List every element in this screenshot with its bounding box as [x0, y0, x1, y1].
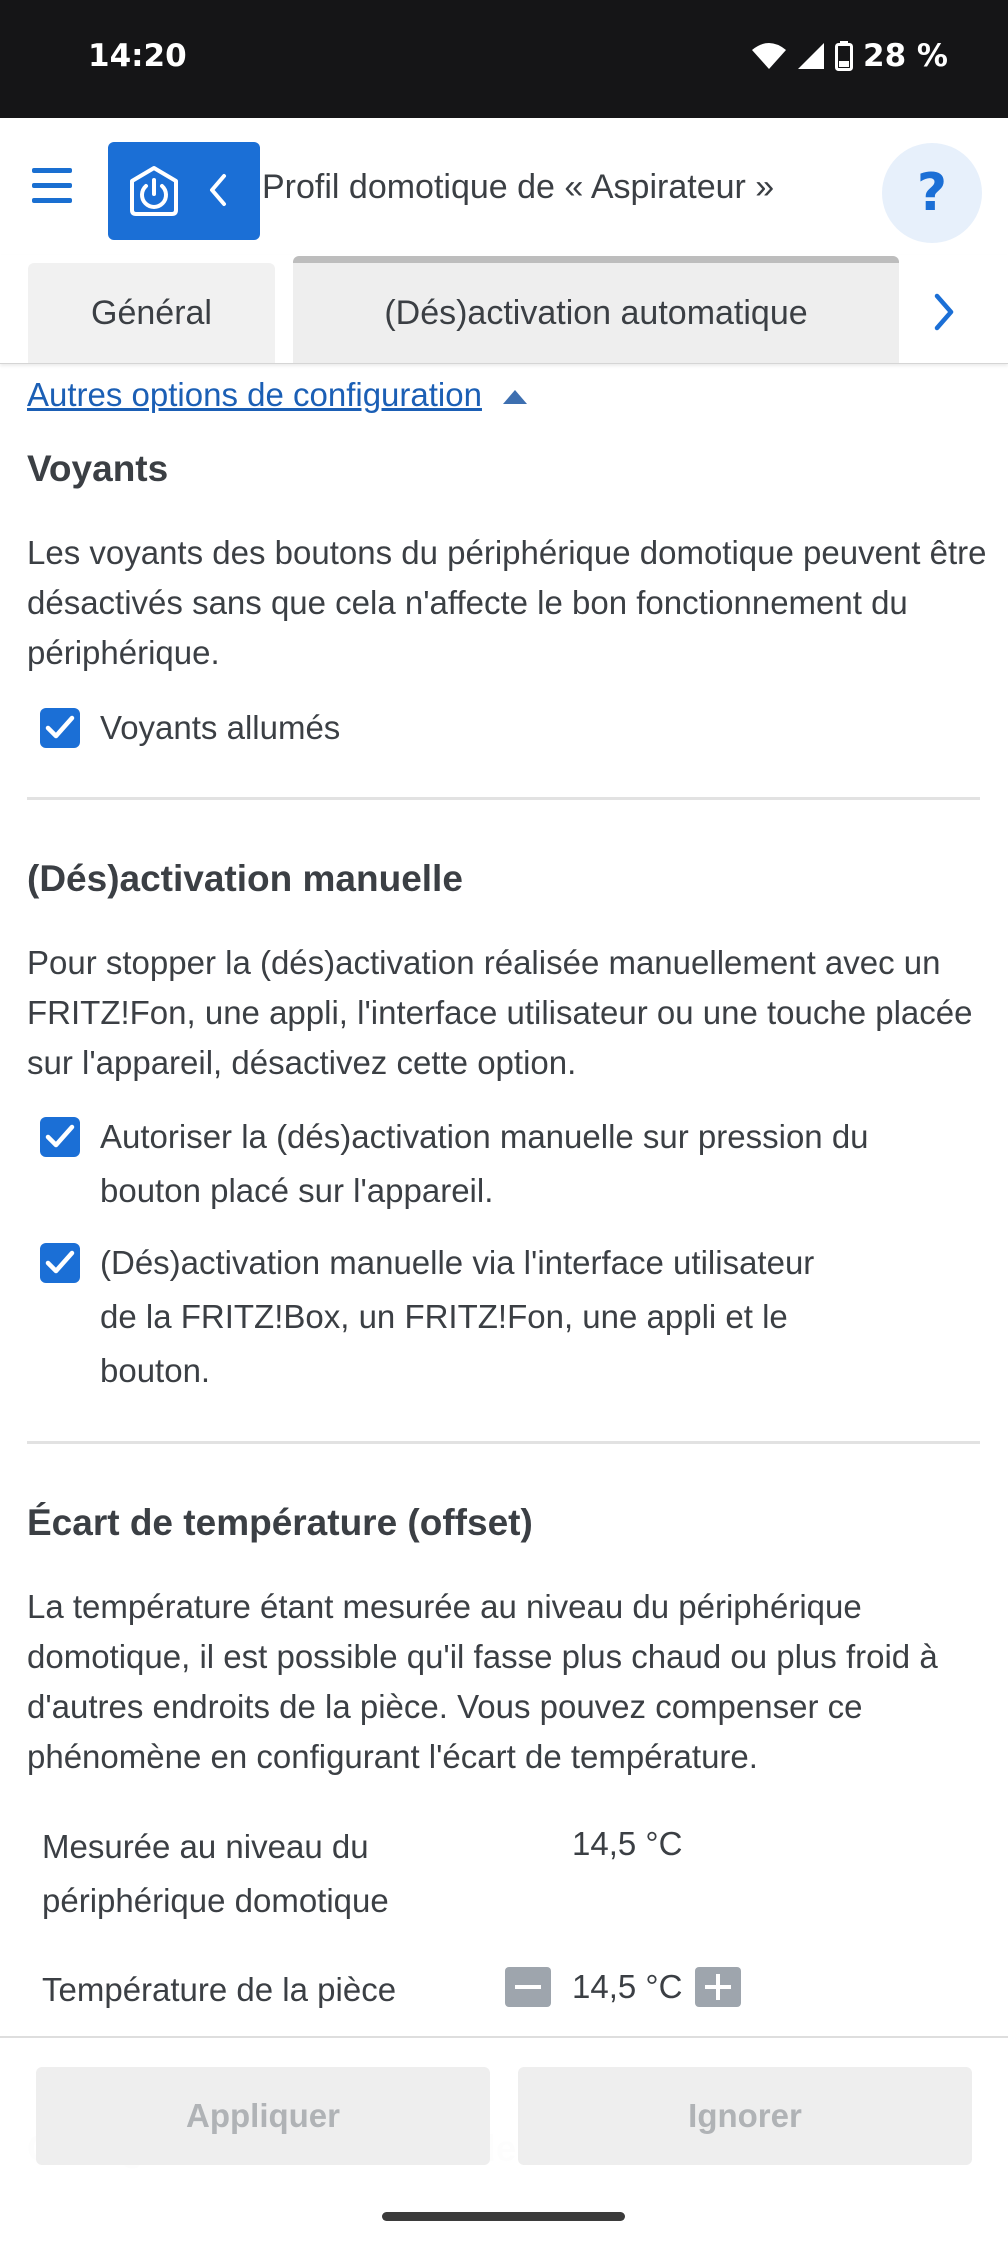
measured-value: 14,5 °C [572, 1825, 683, 1862]
checkmark-icon [44, 713, 76, 743]
manual-ui-label-line2[interactable]: de la FRITZ!Box, un FRITZ!Fon, une appli et le [100, 1298, 788, 1335]
minus-icon [515, 1985, 541, 1989]
status-bar [0, 0, 1008, 118]
collapse-triangle-icon[interactable] [503, 390, 527, 404]
back-button[interactable] [108, 142, 260, 240]
checkmark-icon [44, 1122, 76, 1152]
leds-description: Les voyants des boutons du périphérique domotique peuvent être désactivés sans que cela n'affecte le bon fonctionnement du périphérique. [27, 534, 987, 671]
room-temperature-label: Température de la pièce [42, 1971, 397, 2008]
tab-general[interactable]: Général [28, 263, 275, 363]
help-button[interactable]: ? [882, 143, 982, 243]
manual-button-checkbox[interactable] [40, 1117, 80, 1157]
leds-checkbox-label[interactable]: Voyants allumés [100, 709, 341, 746]
battery-percent: 28 % [863, 38, 948, 74]
chevron-left-icon [206, 172, 230, 212]
manual-button-label-line2[interactable]: bouton placé sur l'appareil. [100, 1172, 494, 1209]
ignore-button[interactable]: Ignorer [518, 2067, 972, 2165]
wifi-icon [751, 42, 787, 70]
manual-ui-checkbox[interactable] [40, 1243, 80, 1283]
chevron-right-icon[interactable] [930, 290, 958, 338]
offset-description: La température étant mesurée au niveau du périphérique domotique, il est possible qu'il fasse plus chaud ou plus froid à d'autres endroits de la pièce. Vous pouvez compenser ce phénomène en configurant l'écart de température. [27, 1588, 938, 1775]
home-indicator[interactable] [382, 2212, 625, 2221]
apply-button[interactable]: Appliquer [36, 2067, 490, 2165]
measured-label-line1: Mesurée au niveau du [42, 1828, 369, 1865]
leds-heading: Voyants [27, 448, 169, 489]
tab-bar [0, 255, 1008, 364]
checkmark-icon [44, 1248, 76, 1278]
page-title: Profil domotique de « Aspirateur » [262, 168, 775, 206]
status-time: 14:20 [88, 38, 187, 74]
manual-button-label-line1[interactable]: Autoriser la (dés)activation manuelle sur pression du [100, 1118, 869, 1155]
room-temperature-value: 14,5 °C [572, 1968, 683, 2005]
manual-ui-label-line1[interactable]: (Dés)activation manuelle via l'interface utilisateur [100, 1244, 815, 1281]
divider [27, 797, 980, 800]
tab-automatic-switching[interactable]: (Dés)activation automatique [293, 256, 899, 363]
divider [27, 1441, 980, 1444]
manual-ui-label-line3[interactable]: bouton. [100, 1352, 211, 1389]
signal-icon [797, 42, 825, 70]
smart-plug-icon [126, 164, 182, 224]
more-options-link[interactable]: Autres options de configuration [27, 376, 482, 413]
manual-description: Pour stopper la (dés)activation réalisée manuellement avec un FRITZ!Fon, une appli, l'interface utilisateur ou une touche placée sur l'appareil, désactivez cette option. [27, 944, 973, 1081]
manual-heading: (Dés)activation manuelle [27, 858, 463, 899]
decrease-temperature-button[interactable] [505, 1967, 551, 2007]
offset-heading: Écart de température (offset) [27, 1502, 533, 1543]
leds-checkbox[interactable] [40, 708, 80, 748]
status-icons [751, 38, 948, 74]
increase-temperature-button[interactable] [695, 1967, 741, 2007]
battery-icon [835, 41, 853, 71]
measured-label-line2: périphérique domotique [42, 1882, 389, 1919]
menu-button[interactable] [28, 168, 82, 208]
